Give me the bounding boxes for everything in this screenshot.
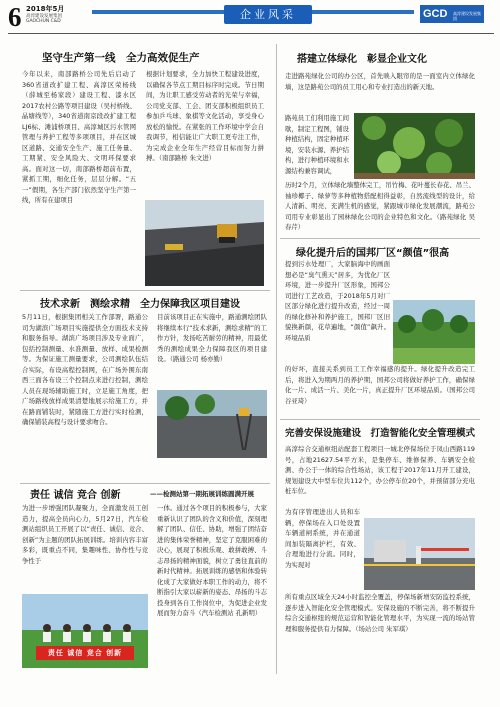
divider [20, 483, 270, 484]
article-body: 的好坏，直接关系到员工工作幸福感的提升。绿化提升改造完工后，将进入为期两月的养护期，国邦公司将做好养护工作，确保绿化一片、成活一片、美化一片，真正提升厂区环境品质。（国邦公司 谷亚琦） [285, 365, 475, 405]
article-body: 历时2个月，立体绿化墙整体完工，吊竹梅、花叶蔓长春花、吊兰、袖珍椰子、绿萝等多种植物搭配相得益彰，自然流线型的设计，给人清新、明亮、充满生机的感觉，紧跟城市绿化发展潮流，路苑公司用专业彰显出了园林绿化公司的企业特色和文化。（路苑绿化 吴春芹） [285, 181, 475, 231]
issue-date: 2018年5月 [26, 5, 65, 13]
parking-gate-image [364, 518, 475, 590]
article-title: 搭建立体绿化 彰显企业文化 [297, 54, 427, 65]
divider [20, 290, 270, 291]
article-body: 路苑员工们利用施工间歇，制定工程图，铺设种植结构，固定种植环境，安装水源、养护结构，进行种植环境和水源结构兼容调试， [285, 114, 349, 175]
road-paving-image [145, 200, 264, 286]
article-title: 技术求新 测绘求精 全力保障我区项目建设 [40, 299, 240, 310]
divider [280, 419, 480, 420]
page-header [0, 0, 500, 34]
article-body: 今年以来，南部路桥公司先后启动了360省道改扩建工程、高淳区荣杨线（薛城至杨家段）建设工程、漆水区2017农村公路等项目建设（吴村桥线、晶塘线等），340省道南京段改扩建工程LJ6标、滩浦桥项目、高淳城区污水管网管理与养护工程等多项项目，并在区城区道路、交通安全生产、施工任务量、工期紧、安全风险大、文明环保要求高。面对这一切，南部路桥超前布置，紧抓工期，细化任务，层层分解。“五一”假期，各生产部门依然坚守生产第一线，所有在建项目 [22, 70, 136, 204]
article-title: 坚守生产第一线 全力高效促生产 [42, 52, 200, 64]
factory-greenery-photo [393, 300, 475, 364]
article-body: 目前该项目正在实施中，路通测绘团队将继续本行“技术求新，测绘求精”的工作方针，发扬吃苦耐劳的精神，用最优秀的测绘成果全力保障我区的项目建设。（路通公司 杨亦勤） [157, 313, 267, 363]
surveying-image [157, 390, 267, 458]
article-body: 提到污水处理厂，大家脑海中的画面想必是“臭气熏天”居多，为优化厂区环境，进一步提升厂区形象，国邦公司进行工艺改造，于2018年5月对厂区部分绿化进行提升改造，经过一周的绿化修补和养护施工，国邦厂区旧貌换新颜，花草遍地，“颜值”飙升。环境品质 [285, 260, 390, 342]
article-title: 完善安保设施建设 打造智能化安全管理模式 [285, 428, 476, 439]
page-number: 6 [8, 2, 22, 32]
column-divider [276, 44, 277, 674]
section-title: 企业风采 [224, 5, 312, 24]
article-body: 走进路苑绿化公司的办公区，首先映入眼帘的是一面室内立体绿化墙，这是路苑公司的员工用心和专业打造出的新天地。 [285, 72, 475, 91]
article-subtitle: ——检测站第一期拓展训练圆满开展 [150, 490, 254, 498]
logo-text: GCD [423, 8, 448, 20]
article-title: 责任 诚信 竞合 创新 [30, 490, 121, 501]
logo-subtitle: 高淳建设发展集团 [453, 11, 481, 21]
org-name-en: GAOCHUN C&D [26, 19, 61, 24]
parking-gate-photo [364, 518, 475, 590]
article-body: 所有重点区域全天24小时监控全覆盖，停保场新增安防监控系统，逐步进入智能化安全管理模式。安保设施的不断完善，将不断提升综合交通枢纽的规范运营和智能化管理水平，为实现一流的场站管理和服务提供有力保障。（场站公司 朱军琪） [285, 593, 475, 633]
article-body: 根据计划要求，全力加快工程建设进度，以确保各节点工期目标序时完成。节日期间，为让职工感受劳动者的光荣与幸福，公司党支部、工会、团支部积极组织员工参加乒乓球、象棋等文化活动，享受身心放松的愉悦。在紧张的工作环境中学会自我调节，相信能让广大职工更专注工作，为完成企业全年生产经营目标而努力拼搏。（南部路桥 朱文进） [146, 70, 264, 162]
article-body: 5月11日，根据集团相关工作部署，路通公司为湖滨广场项目实施提供全方面技术支持和服务指导。湖滨广场项目涉及专业面广，包括控制测量、水准测量、放样、成果检测等。为保证施工测量要求，公司测绘队伍结合实际，布设高程控制网，在广场外围东南西三面各布设三个控制点来进行控制，测绘人员在现场辅助施工时，立足施工角度，把广场路线放样成果清楚地展示给施工方，并在路面铺装时，紧随施工方进行实时检测，确保铺装高程与设计要求吻合。 [22, 313, 148, 426]
article-body: 为有序管理进出人员和车辆，停保场在入口处设置车辆道闸系统，并在通道间加装隔离护栏，有效、合理地进行分流。同时，为实现对 [285, 508, 360, 569]
article-body: 为进一步增强团队凝聚力，全面激发员工创造力，提高全员向心力，5月27日，汽车检测站组织员工开展了以“责任、诚信、竞合、创新”为主题的团队拓展训练。培训内容丰富多彩，既重点不同，集趣味性、协作性与竞争性于 [22, 504, 148, 565]
header-rule [8, 33, 494, 34]
article-title: 绿化提升后的国邦厂区“颜值”很高 [296, 248, 450, 259]
team-banner: 责任 诚信 竞合 创新 [47, 649, 123, 657]
gcd-logo [420, 5, 484, 23]
article-body: 一体。通过各个项目的积极参与，大家重新认识了团队的含义和价值，深刻理解了团队、信任、协助，增强了团结奋进的集体荣誉精神，坚定了克服困难的决心，展现了积极乐观、敢拼敢搏、斗志昂扬的精神面貌，树立了勇往直前的新时代精神。拓展训练的感悟和体验转化成了大家做好本职工作的动力，将不断指引大家以崭新的姿态、昂扬的斗志投身到各自工作岗位中，为促进企业发展而努力奋斗（汽车检测站 孔新明） [157, 504, 267, 617]
green-wall-image [354, 113, 475, 179]
team-building-photo [22, 594, 148, 668]
surveying-photo [157, 390, 267, 458]
road-paving-photo [145, 200, 264, 286]
factory-greenery-image [393, 300, 475, 364]
divider [280, 238, 480, 239]
green-wall-photo [354, 113, 475, 179]
article-body: 高淳综合交通枢纽站配套工程项目一城北停保场位于凤山西路119号，占地21627.54平方米，是集停车、维修保养、车辆安全检测、办公于一体的综合性场站，该工程于2017年11月开工建设，规划建设大中型车位共112个，办公停车位20个，并预留部分充电桩车位。 [285, 445, 475, 495]
org-name: 高淳建设发展集团 [26, 14, 62, 19]
